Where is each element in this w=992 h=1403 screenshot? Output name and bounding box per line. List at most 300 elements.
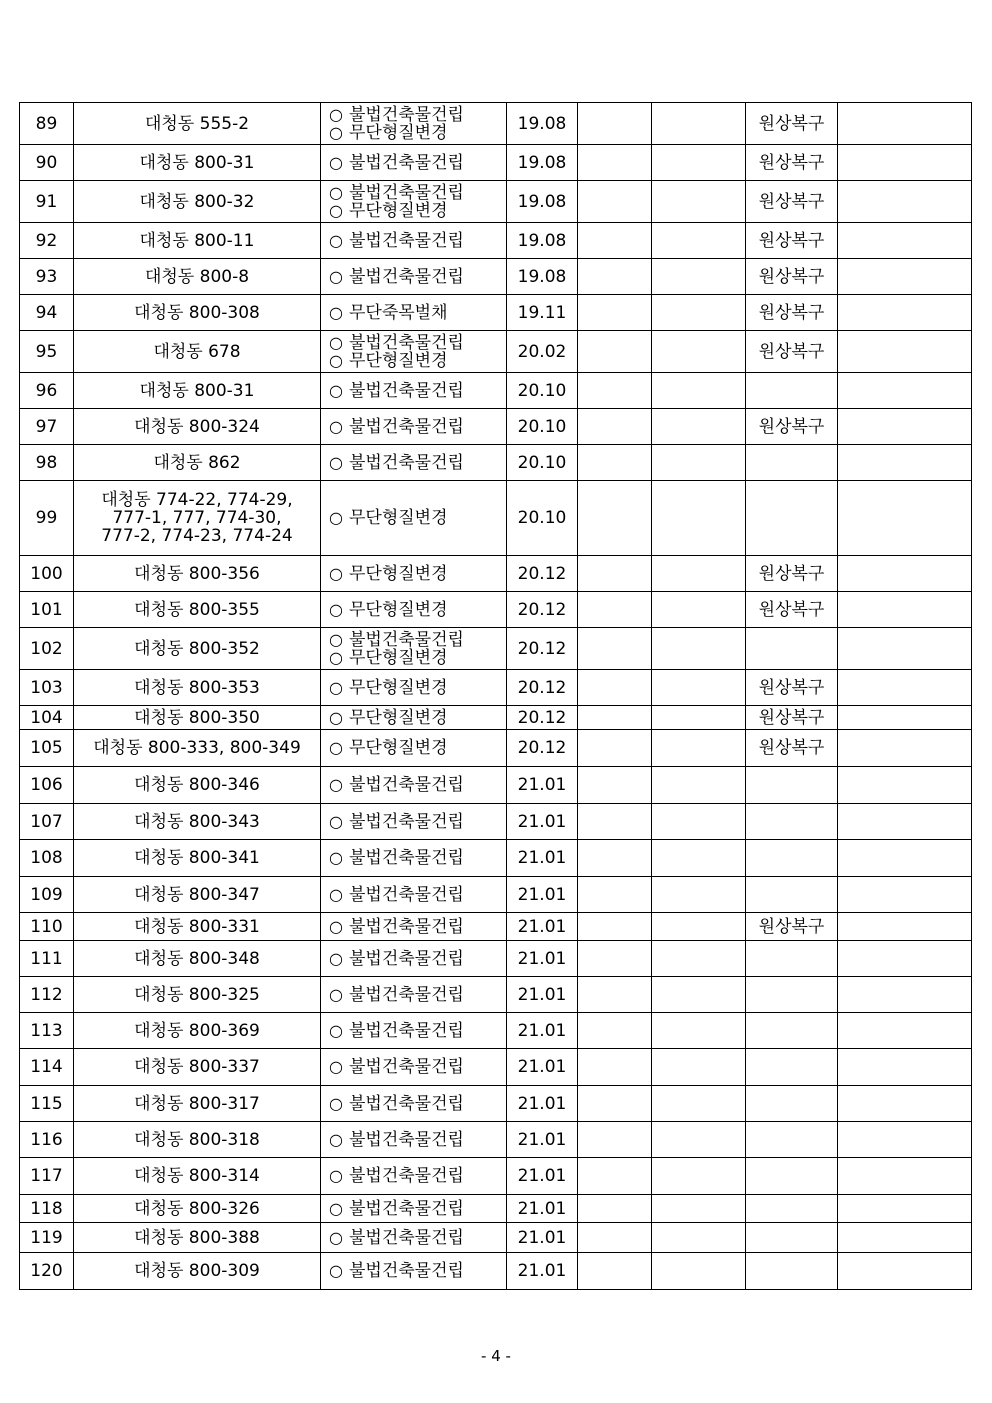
location-line: 대청동 800-350 [134,707,260,728]
cell-location [74,1122,321,1158]
cell-location [74,977,321,1013]
cell-action: 원상복구 [746,592,838,628]
circle-bullet-icon: ○ [329,1198,343,1218]
violation-item [329,739,506,757]
cell-blank-2 [652,767,746,804]
cell-location [74,670,321,706]
cell-number: 102 [20,628,74,670]
cell-number: 89 [20,103,74,145]
cell-action [746,628,838,670]
cell-date: 20.12 [507,706,578,730]
violation-text: 불법건축물건립 [348,629,464,650]
cell-remarks [838,259,972,295]
cell-number: 92 [20,223,74,259]
cell-number: 116 [20,1122,74,1158]
cell-remarks [838,1223,972,1253]
cell-action: 원상복구 [746,295,838,331]
cell-action [746,1122,838,1158]
violation-text: 불법건축물건립 [348,884,464,905]
location-line: 대청동 800-318 [134,1129,260,1150]
violation-item [329,382,506,400]
cell-remarks [838,1158,972,1195]
cell-blank-2 [652,556,746,592]
cell-blank-1 [578,1086,652,1122]
table-row [20,103,972,145]
cell-blank-1 [578,1158,652,1195]
cell-number: 110 [20,913,74,941]
cell-blank-1 [578,592,652,628]
cell-remarks [838,941,972,977]
violation-text: 불법건축물건립 [348,848,464,868]
circle-bullet-icon: ○ [329,677,343,697]
table-row [20,1158,972,1195]
violation-table [19,102,972,1290]
circle-bullet-icon: ○ [329,1166,343,1185]
cell-remarks [838,295,972,331]
cell-number: 101 [20,592,74,628]
cell-blank-2 [652,670,746,706]
violation-item [329,950,506,968]
cell-date: 21.01 [507,1223,578,1253]
violation-item [329,986,506,1004]
cell-blank-2 [652,877,746,913]
cell-date: 19.08 [507,145,578,181]
location-line: 777-2, 774-23, 774-24 [101,526,293,546]
violation-item [329,154,506,172]
location-line: 대청동 800-31 [139,380,255,401]
circle-bullet-icon: ○ [329,984,343,1004]
cell-blank-2 [652,730,746,767]
cell-violation [321,913,507,941]
table-row [20,1086,972,1122]
cell-blank-1 [578,840,652,877]
cell-action: 원상복구 [746,730,838,767]
cell-remarks [838,556,972,592]
table-row [20,767,972,804]
cell-blank-1 [578,223,652,259]
cell-blank-1 [578,556,652,592]
cell-location [74,913,321,941]
cell-action [746,767,838,804]
cell-date: 20.10 [507,445,578,481]
cell-action: 원상복구 [746,556,838,592]
cell-blank-1 [578,628,652,670]
cell-violation [321,706,507,730]
cell-violation [321,1086,507,1122]
cell-violation [321,409,507,445]
circle-bullet-icon: ○ [329,629,343,649]
table-row [20,1195,972,1223]
circle-bullet-icon: ○ [329,563,343,583]
cell-blank-2 [652,1049,746,1086]
table-row [20,877,972,913]
table-row [20,331,972,373]
cell-number: 106 [20,767,74,804]
cell-date: 19.11 [507,295,578,331]
violation-text: 무단형질변경 [348,677,448,698]
cell-violation [321,445,507,481]
violation-item [329,509,506,527]
cell-remarks [838,481,972,556]
circle-bullet-icon: ○ [329,508,343,527]
cell-location [74,1049,321,1086]
cell-location [74,1158,321,1195]
cell-action [746,941,838,977]
cell-date: 21.01 [507,1253,578,1290]
cell-blank-2 [652,373,746,409]
cell-date: 21.01 [507,840,578,877]
circle-bullet-icon: ○ [329,122,343,142]
cell-location [74,1223,321,1253]
cell-action: 원상복구 [746,103,838,145]
violation-item [329,106,506,124]
cell-blank-1 [578,481,652,556]
cell-action: 원상복구 [746,223,838,259]
cell-number: 120 [20,1253,74,1290]
cell-violation [321,941,507,977]
violation-item [329,918,506,936]
cell-date: 20.12 [507,628,578,670]
violation-text: 불법건축물건립 [348,984,464,1005]
table-row [20,445,972,481]
violation-text: 불법건축물건립 [348,811,464,832]
cell-number: 109 [20,877,74,913]
cell-location [74,223,321,259]
circle-bullet-icon: ○ [329,152,343,172]
circle-bullet-icon: ○ [329,1261,343,1280]
cell-location [74,145,321,181]
location-line: 대청동 774-22, 774-29, [101,490,293,510]
table-row [20,373,972,409]
violation-text: 불법건축물건립 [348,1261,464,1281]
cell-remarks [838,877,972,913]
cell-date: 20.10 [507,409,578,445]
table-row [20,706,972,730]
cell-number: 107 [20,804,74,840]
circle-bullet-icon: ○ [329,302,343,322]
cell-blank-2 [652,445,746,481]
circle-bullet-icon: ○ [329,1093,343,1113]
violation-text: 불법건축물건립 [348,1227,464,1248]
location-line: 대청동 800-348 [134,948,260,969]
cell-blank-1 [578,877,652,913]
cell-blank-2 [652,481,746,556]
table-row [20,481,972,556]
cell-location [74,181,321,223]
cell-blank-2 [652,331,746,373]
violation-item [329,709,506,727]
violation-text: 무단형질변경 [348,200,448,221]
cell-date: 20.12 [507,556,578,592]
cell-date: 21.01 [507,1195,578,1223]
table-row [20,592,972,628]
cell-blank-2 [652,181,746,223]
cell-location [74,556,321,592]
cell-blank-2 [652,1223,746,1253]
cell-number: 95 [20,331,74,373]
cell-remarks [838,730,972,767]
cell-blank-1 [578,767,652,804]
cell-location [74,481,321,556]
cell-blank-1 [578,259,652,295]
cell-number: 91 [20,181,74,223]
location-line: 대청동 800-314 [134,1166,260,1186]
cell-action [746,1013,838,1049]
violation-text: 불법건축물건립 [348,152,464,173]
cell-action [746,1049,838,1086]
cell-location [74,445,321,481]
cell-action: 원상복구 [746,706,838,730]
violation-item [329,631,506,649]
cell-violation [321,1195,507,1223]
cell-location [74,840,321,877]
violation-text: 불법건축물건립 [348,452,464,473]
cell-violation [321,628,507,670]
cell-blank-1 [578,445,652,481]
cell-remarks [838,145,972,181]
cell-blank-2 [652,259,746,295]
violation-text: 무단형질변경 [348,599,448,620]
page-number: - 4 - [481,1347,511,1365]
cell-blank-2 [652,409,746,445]
cell-action [746,373,838,409]
table-row [20,804,972,840]
cell-remarks [838,804,972,840]
table-row [20,1122,972,1158]
violation-item [329,304,506,322]
circle-bullet-icon: ○ [329,200,343,220]
cell-remarks [838,223,972,259]
cell-remarks [838,592,972,628]
cell-date: 21.01 [507,1013,578,1049]
cell-blank-1 [578,1195,652,1223]
cell-date: 20.12 [507,670,578,706]
violation-item [329,1262,506,1280]
circle-bullet-icon: ○ [329,738,343,757]
circle-bullet-icon: ○ [329,350,343,370]
cell-location [74,730,321,767]
cell-blank-1 [578,1253,652,1290]
cell-location [74,259,321,295]
cell-action [746,481,838,556]
table-row [20,259,972,295]
location-line: 대청동 800-369 [134,1020,260,1041]
violation-item [329,1058,506,1076]
cell-date: 20.02 [507,331,578,373]
cell-violation [321,1122,507,1158]
circle-bullet-icon: ○ [329,266,343,286]
cell-remarks [838,1013,972,1049]
cell-blank-1 [578,103,652,145]
table-row [20,295,972,331]
violation-item [329,232,506,250]
location-line: 대청동 800-324 [134,416,260,437]
cell-action [746,1195,838,1223]
cell-violation [321,1049,507,1086]
cell-blank-1 [578,1122,652,1158]
violation-text: 무단형질변경 [348,508,448,528]
cell-violation [321,767,507,804]
circle-bullet-icon: ○ [329,332,343,352]
location-line: 대청동 800-326 [134,1198,260,1219]
violation-item [329,565,506,583]
violation-text: 무단형질변경 [348,563,448,584]
cell-blank-1 [578,706,652,730]
violation-item [329,601,506,619]
violation-text: 불법건축물건립 [348,182,464,203]
cell-number: 99 [20,481,74,556]
cell-date: 21.01 [507,1122,578,1158]
cell-blank-1 [578,913,652,941]
cell-date: 20.12 [507,730,578,767]
cell-remarks [838,706,972,730]
cell-blank-2 [652,804,746,840]
cell-remarks [838,373,972,409]
cell-date: 21.01 [507,913,578,941]
cell-blank-1 [578,1013,652,1049]
cell-date: 21.01 [507,941,578,977]
violation-text: 무단형질변경 [348,707,448,728]
cell-location [74,373,321,409]
cell-blank-2 [652,223,746,259]
circle-bullet-icon: ○ [329,811,343,831]
cell-action [746,840,838,877]
location-line: 대청동 800-325 [134,984,260,1005]
cell-blank-2 [652,592,746,628]
location-line: 대청동 800-388 [134,1227,260,1248]
table-row [20,556,972,592]
cell-violation [321,877,507,913]
cell-remarks [838,331,972,373]
location-line: 대청동 800-11 [139,230,255,251]
circle-bullet-icon: ○ [329,599,343,619]
cell-blank-2 [652,977,746,1013]
cell-date: 19.08 [507,223,578,259]
violation-text: 무단형질변경 [348,350,448,371]
violation-text: 불법건축물건립 [348,775,464,795]
table-row [20,223,972,259]
cell-violation [321,1223,507,1253]
cell-action: 원상복구 [746,181,838,223]
cell-date: 21.01 [507,804,578,840]
circle-bullet-icon: ○ [329,380,343,400]
table-row [20,730,972,767]
violation-text: 무단형질변경 [348,122,448,143]
location-line: 대청동 862 [153,452,241,473]
table-row [20,181,972,223]
violation-item [329,813,506,831]
cell-violation [321,295,507,331]
cell-location [74,628,321,670]
cell-action: 원상복구 [746,145,838,181]
cell-location [74,1253,321,1290]
violation-item [329,184,506,202]
cell-action [746,1158,838,1195]
circle-bullet-icon: ○ [329,416,343,436]
violation-text: 불법건축물건립 [348,230,464,251]
cell-number: 96 [20,373,74,409]
cell-remarks [838,409,972,445]
table-row [20,145,972,181]
cell-date: 19.08 [507,259,578,295]
violation-item [329,202,506,220]
table-row [20,1013,972,1049]
location-line: 대청동 800-31 [139,152,255,173]
cell-location [74,1195,321,1223]
violation-text: 불법건축물건립 [348,266,464,287]
cell-number: 113 [20,1013,74,1049]
circle-bullet-icon: ○ [329,1057,343,1076]
cell-remarks [838,1049,972,1086]
violation-text: 불법건축물건립 [348,1093,464,1114]
cell-blank-2 [652,706,746,730]
table-row [20,1253,972,1290]
circle-bullet-icon: ○ [329,848,343,867]
circle-bullet-icon: ○ [329,916,343,936]
cell-number: 118 [20,1195,74,1223]
cell-violation [321,556,507,592]
violation-item [329,886,506,904]
cell-date: 21.01 [507,1158,578,1195]
cell-date: 20.10 [507,373,578,409]
cell-blank-1 [578,1049,652,1086]
cell-blank-2 [652,1013,746,1049]
cell-violation [321,1253,507,1290]
violation-item [329,334,506,352]
cell-violation [321,670,507,706]
cell-action: 원상복구 [746,331,838,373]
cell-violation [321,730,507,767]
cell-violation [321,481,507,556]
cell-number: 114 [20,1049,74,1086]
location-line: 대청동 800-347 [134,884,260,905]
table-row [20,1223,972,1253]
cell-number: 93 [20,259,74,295]
cell-location [74,1086,321,1122]
cell-number: 105 [20,730,74,767]
cell-violation [321,181,507,223]
cell-violation [321,103,507,145]
circle-bullet-icon: ○ [329,182,343,202]
circle-bullet-icon: ○ [329,1129,343,1149]
violation-item [329,1200,506,1218]
violation-text: 불법건축물건립 [348,1057,464,1077]
violation-text: 무단형질변경 [348,738,448,758]
cell-date: 21.01 [507,877,578,913]
location-line: 대청동 800-356 [134,563,260,584]
circle-bullet-icon: ○ [329,1227,343,1247]
location-line: 대청동 555-2 [144,113,250,134]
location-line: 대청동 800-353 [134,677,260,698]
violation-item [329,1095,506,1113]
cell-remarks [838,445,972,481]
cell-blank-2 [652,840,746,877]
violation-item [329,454,506,472]
cell-action [746,1086,838,1122]
cell-date: 19.08 [507,181,578,223]
cell-violation [321,223,507,259]
violation-item [329,849,506,867]
cell-number: 97 [20,409,74,445]
table-row [20,1049,972,1086]
violation-item [329,649,506,667]
cell-remarks [838,103,972,145]
cell-location [74,103,321,145]
cell-violation [321,1158,507,1195]
violation-item [329,124,506,142]
cell-blank-1 [578,977,652,1013]
cell-remarks [838,840,972,877]
